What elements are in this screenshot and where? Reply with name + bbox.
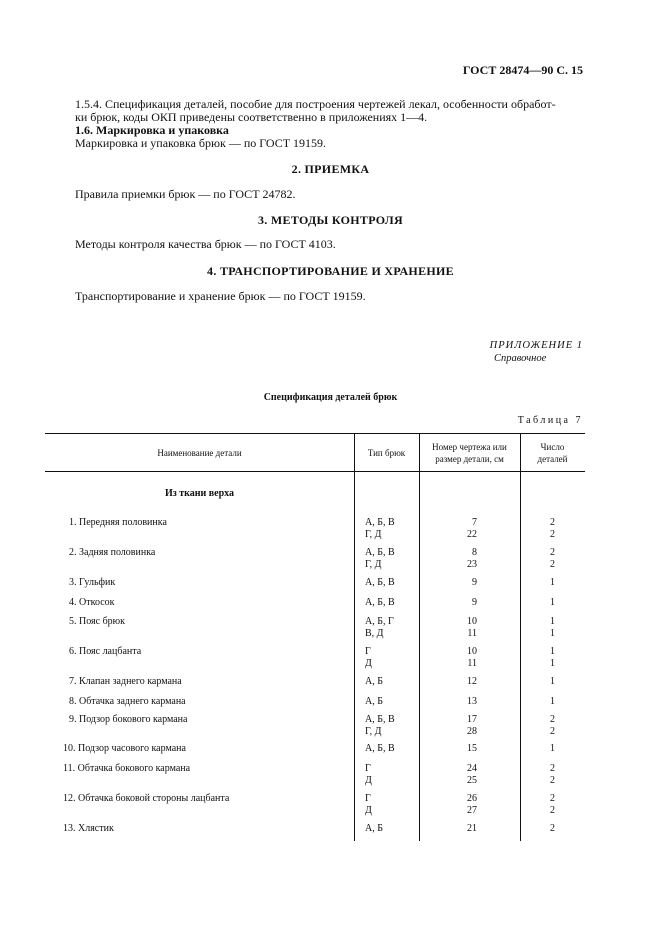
section-1-6-title: 1.6. Маркировка и упаковка: [75, 123, 229, 137]
row-drawing: 11: [467, 658, 477, 669]
row-count: 2: [550, 529, 555, 540]
row-type: Г, Д: [365, 529, 382, 540]
section-1-6-text: Маркировка и упаковка брюк — по ГОСТ 19159.: [75, 136, 327, 150]
th-type: Тип брюк: [367, 448, 406, 458]
row-drawing: 12: [467, 676, 477, 687]
appendix-label: ПРИЛОЖЕНИЕ 1: [489, 340, 583, 351]
row-name: 3. Гульфик: [69, 577, 116, 588]
row-count: 1: [550, 577, 555, 588]
page-header: ГОСТ 28474—90 С. 15: [462, 63, 583, 77]
row-drawing: 9: [472, 577, 477, 588]
row-count: 1: [550, 743, 555, 754]
row-drawing: 21: [467, 823, 477, 834]
row-drawing: 10: [467, 646, 477, 657]
row-type: А, Б, В: [365, 517, 395, 528]
appendix-status: Справочное: [494, 353, 547, 364]
th-drawing-line1: Номер чертежа или: [432, 442, 507, 452]
para-1-5-4-line2: ки брюк, коды ОКП приведены соответственно в приложениях 1—4.: [75, 110, 428, 124]
row-drawing: 25: [467, 775, 477, 786]
row-count: 2: [550, 823, 555, 834]
row-type: А, Б, В: [365, 597, 395, 608]
row-type: А, Б, В: [365, 577, 395, 588]
section-2-text: Правила приемки брюк — по ГОСТ 24782.: [75, 187, 296, 201]
row-type: Д: [365, 805, 372, 816]
row-name: 8. Обтачка заднего кармана: [69, 696, 186, 707]
row-drawing: 28: [467, 726, 477, 737]
row-drawing: 27: [467, 805, 477, 816]
row-drawing: 8: [472, 547, 477, 558]
row-type: Г, Д: [365, 726, 382, 737]
table-top-rule: [45, 433, 585, 434]
row-name: 12. Обтачка боковой стороны лацбанта: [63, 793, 230, 804]
row-name: 5. Пояс брюк: [69, 616, 125, 627]
row-name: 2. Задняя половинка: [69, 547, 156, 558]
row-type: А, Б: [365, 696, 383, 707]
row-count: 1: [550, 628, 555, 639]
table-group-heading: Из ткани верха: [164, 488, 235, 499]
row-name: 11. Обтачка бокового кармана: [63, 763, 191, 774]
row-name: 9. Подзор бокового кармана: [69, 714, 188, 725]
row-count: 2: [550, 805, 555, 816]
table-col-divider-1: [354, 433, 355, 841]
row-drawing: 26: [467, 793, 477, 804]
row-type: А, Б, В: [365, 714, 395, 725]
row-drawing: 9: [472, 597, 477, 608]
row-drawing: 23: [467, 559, 477, 570]
row-name: 6. Пояс лацбанта: [69, 646, 142, 657]
row-type: Д: [365, 658, 372, 669]
row-count: 2: [550, 726, 555, 737]
row-count: 1: [550, 597, 555, 608]
row-type: Г: [365, 793, 371, 804]
table-label: Таблица 7: [517, 415, 583, 426]
th-count-line2: деталей: [537, 454, 568, 464]
row-count: 1: [550, 646, 555, 657]
th-drawing-line2: размер детали, см: [435, 454, 504, 464]
row-count: 1: [550, 676, 555, 687]
row-type: А, Б, В: [365, 743, 395, 754]
row-type: А, Б, Г: [365, 616, 394, 627]
row-name: 1. Передняя половинка: [69, 517, 167, 528]
row-drawing: 24: [467, 763, 477, 774]
row-type: В, Д: [365, 628, 384, 639]
row-count: 1: [550, 616, 555, 627]
row-type: Г: [365, 763, 371, 774]
row-count: 2: [550, 714, 555, 725]
section-4-text: Транспортирование и хранение брюк — по ГОСТ 19159.: [75, 289, 366, 303]
row-count: 2: [550, 793, 555, 804]
row-drawing: 22: [467, 529, 477, 540]
row-count: 2: [550, 763, 555, 774]
section-2-title: 2. ПРИЕМКА: [291, 162, 370, 176]
row-name: 7. Клапан заднего кармана: [69, 676, 182, 687]
row-count: 1: [550, 658, 555, 669]
row-type: А, Б: [365, 676, 383, 687]
para-1-5-4-line1: 1.5.4. Спецификация деталей, пособие для построения чертежей лекал, особенности обработ-: [75, 97, 556, 111]
row-name: 10. Подзор часового кармана: [63, 743, 186, 754]
row-drawing: 15: [467, 743, 477, 754]
section-3-title: 3. МЕТОДЫ КОНТРОЛЯ: [257, 213, 404, 227]
row-type: Г: [365, 646, 371, 657]
row-drawing: 17: [467, 714, 477, 725]
row-name: 4. Откосок: [69, 597, 115, 608]
row-count: 2: [550, 547, 555, 558]
table-title: Спецификация деталей брюк: [263, 392, 398, 403]
row-name: 13. Хлястик: [63, 823, 114, 834]
row-drawing: 13: [467, 696, 477, 707]
row-drawing: 11: [467, 628, 477, 639]
row-drawing: 10: [467, 616, 477, 627]
table-header-rule: [45, 471, 585, 472]
row-count: 2: [550, 559, 555, 570]
section-3-text: Методы контроля качества брюк — по ГОСТ 4103.: [75, 237, 336, 251]
row-count: 1: [550, 696, 555, 707]
row-drawing: 7: [472, 517, 477, 528]
row-type: Г, Д: [365, 559, 382, 570]
row-type: Д: [365, 775, 372, 786]
row-count: 2: [550, 517, 555, 528]
th-count-line1: Число: [540, 442, 565, 452]
row-type: А, Б: [365, 823, 383, 834]
row-count: 2: [550, 775, 555, 786]
row-type: А, Б, В: [365, 547, 395, 558]
th-name: Наименование детали: [157, 448, 242, 458]
section-4-title: 4. ТРАНСПОРТИРОВАНИЕ И ХРАНЕНИЕ: [207, 264, 454, 278]
